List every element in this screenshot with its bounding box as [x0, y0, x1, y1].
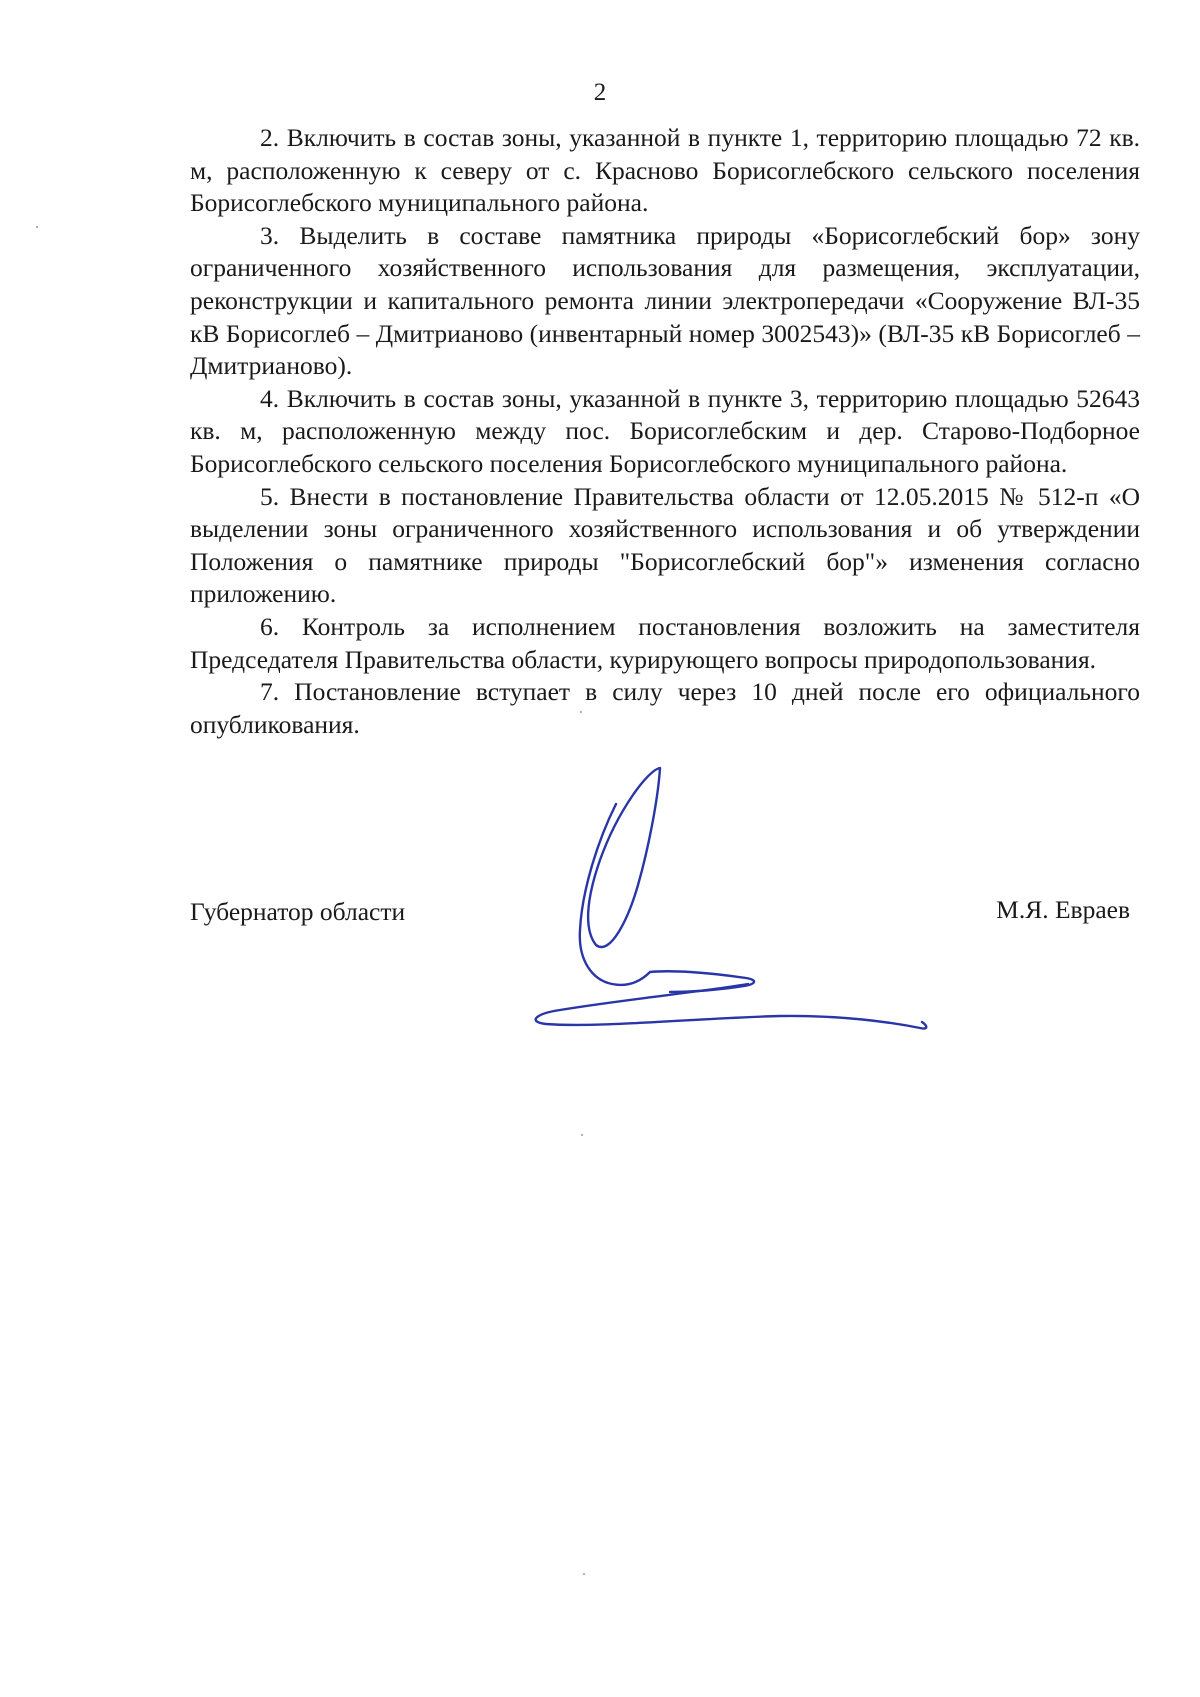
signatory-title: Губернатор области [190, 897, 406, 926]
paragraph-item-4: 4. Включить в состав зоны, указанной в пункте 3, территорию площадью 52643 кв. м, расположенную между пос. Борисоглебским и дер. Старово-Подборное Борисоглебского сельского поселения Борисоглебского муниципального района. [190, 383, 1140, 478]
document-body [190, 122, 1140, 741]
signatory-name: М.Я. Евраев [996, 895, 1130, 924]
signature-underline-stroke [536, 984, 927, 1029]
paragraph-item-2: 2. Включить в состав зоны, указанной в пункте 1, территорию площадью 72 кв. м, расположенную к северу от с. Красново Борисоглебского сельского поселения Борисоглебского муниципального района. [190, 123, 1140, 218]
signature-loop-stroke [588, 768, 660, 947]
scan-speck [36, 226, 38, 228]
page-number: 2 [593, 79, 607, 106]
signature-descender-stroke [580, 804, 754, 992]
paragraph-item-3: 3. Выделить в составе памятника природы «Борисоглебский бор» зону ограниченного хозяйственного использования для размещения, эксплуатации, реконструкции и капитального ремонта линии электропередачи «Сооружение ВЛ-35 кВ Борисоглеб – Дмитрианово (инвентарный номер 3002543)» (ВЛ-35 кВ Борисоглеб – Дмитрианово). [190, 220, 1140, 381]
scan-speck [581, 1134, 583, 1136]
scan-speck [580, 711, 582, 713]
handwritten-signature [520, 760, 940, 1030]
paragraph-item-6: 6. Контроль за исполнением постановления возложить на заместителя Председателя Правительства области, курирующего вопросы природопользования. [190, 611, 1140, 674]
scan-speck [583, 1573, 585, 1575]
paragraph-item-7: 7. Постановление вступает в силу через 10 дней после его официального опубликования. [190, 677, 1140, 739]
paragraph-item-5: 5. Внести в постановление Правительства области от 12.05.2015 № 512-п «О выделении зоны ограниченного хозяйственного использования и об утверждении Положения о памятнике природы "Борисоглебский бор"» изменения согласно приложению. [190, 481, 1140, 609]
